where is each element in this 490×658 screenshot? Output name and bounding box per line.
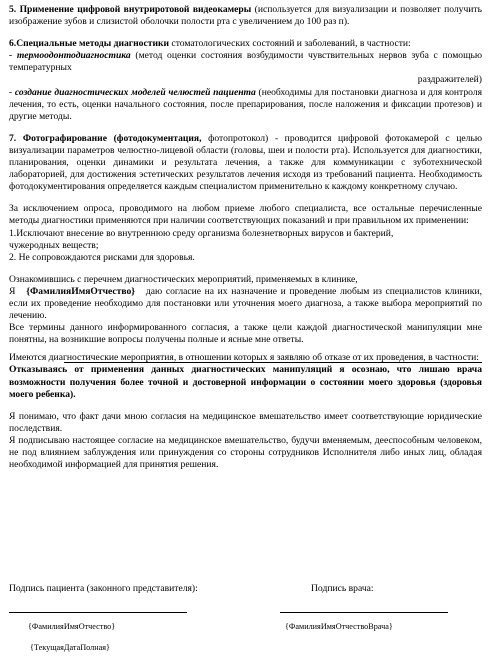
refusal-fill-line: [64, 362, 482, 363]
section-7-text: фотопротокол) - проводится цифровой фотокамерой с целью визуализации параметров челюстно-лицевой области (головы, шеи и полости рта). Используется для диагностики, планирования, оценки динамики и результата лечения, а также для коммуникации с зуботехнической лабораторией, для достижения эстетических результатов лечения исходя из требований пациента. Необходимость фотодокументирования определяется каждым специалистом применительно к каждому конкретному случаю.: [9, 132, 482, 193]
section-6-item-1-text: (метод оценки состояния возбудимости чувствительных нервов зуба с помощью температурных: [9, 50, 482, 74]
consent-prefix: Я: [9, 285, 16, 297]
refusal-paragraph: [9, 352, 482, 364]
section-6-item-2-text: (необходимы для постановки диагноза и для контроля лечения, то есть, оценки начального состояния, после препарирования, после наложения и фиксации протезов) и другие методы.: [9, 86, 482, 122]
section-6-title: 6.Специальные методы диагностики: [9, 38, 170, 50]
acquainted-line: Ознакомившись с перечнем диагностических мероприятий, применяемых в клинике,: [9, 273, 358, 285]
signing-paragraph: Я подписываю настоящее согласие на медицинское вмешательство, будучи вменяемым, дееспособным человеком, не под влиянием заблуждения или принуждения со стороны сотрудников Исполнителя либо иных лиц, обладая необходимой информацией для принятия решения.: [9, 434, 482, 471]
patient-name-placeholder: {ФамилияИмяОтчество}: [28, 622, 116, 631]
point-1: 1.Исключают внесение во внутреннюю среду организма болезнетворных вирусов и бактерий,: [9, 227, 394, 239]
section-5: [9, 4, 482, 28]
doctor-name-placeholder: {ФамилияИмяОтчествоВрача}: [285, 622, 393, 631]
doctor-signature-label: Подпись врача:: [311, 583, 374, 594]
section-6-item-1-title: - термоодонтодиагностика: [9, 50, 131, 62]
date-placeholder: {ТекущаяДатаПолная}: [30, 643, 110, 652]
section-6: [9, 38, 482, 50]
patient-signature-label: Подпись пациента (законного представителя):: [9, 583, 198, 594]
patient-placeholder: {ФамилияИмяОтчество}: [26, 285, 136, 297]
section-5-text: (используется для визуализации и позволяет получить изображение зубов и слизистой оболочки полости рта с увеличением до 100 раз п).: [9, 4, 482, 28]
consent-paragraph: [9, 286, 482, 322]
section-5-title: 5. Применение цифровой внутриротовой видеокамеры: [9, 4, 252, 15]
section-6-text: стоматологических состояний и заболеваний, в частности:: [169, 38, 411, 50]
section-6-item-2: [9, 87, 482, 123]
point-2: 2. Не сопровождаются рисками для здоровья.: [9, 251, 195, 263]
warning-paragraph: Отказываясь от применения данных диагностических манипуляций я осознаю, что лишаю врача возможности получения более точной и достоверной информации о состоянии моего здоровья (здоровья моего ребенка).: [9, 364, 482, 400]
consent-text: даю согласие на их назначение и проведение любым из специалистов клиники, если их проведение необходимо для постановки или уточнения моего диагноза, а также выбора мероприятий по лечению.: [9, 285, 483, 322]
section-7-title: 7. Фотографирование (фотодокументация,: [9, 132, 202, 144]
section-7: [9, 133, 482, 193]
patient-signature-line: [9, 612, 187, 613]
intro-paragraph: За исключением опроса, проводимого на любом приеме любого специалиста, все остальные перечисленные методы диагностики применяются при наличии соответствующих показаний и при правильном их применении:: [9, 203, 482, 227]
document-body: [9, 0, 482, 471]
understand-paragraph: Я понимаю, что факт дачи мною согласия на медицинское вмешательство имеет соответствующие юридические последствия.: [9, 410, 482, 434]
terms-paragraph: Все термины данного информированного согласия, а также цели каждой диагностической манипуляции мне понятны, на возникшие вопросы получены полные и ясные мне ответы.: [9, 322, 482, 346]
section-6-item-1: [9, 50, 482, 74]
section-6-item-1-end: раздражителей): [417, 74, 482, 86]
refusal-text: Имеются диагностические мероприятия, в отношении которых я заявляю об отказе от их проведения, в частности:: [9, 352, 479, 364]
section-6-item-2-title: - создание диагностических моделей челюстей пациента: [9, 86, 256, 98]
doctor-signature-line: [280, 612, 448, 613]
point-1-continued: чужеродных веществ;: [9, 239, 99, 251]
